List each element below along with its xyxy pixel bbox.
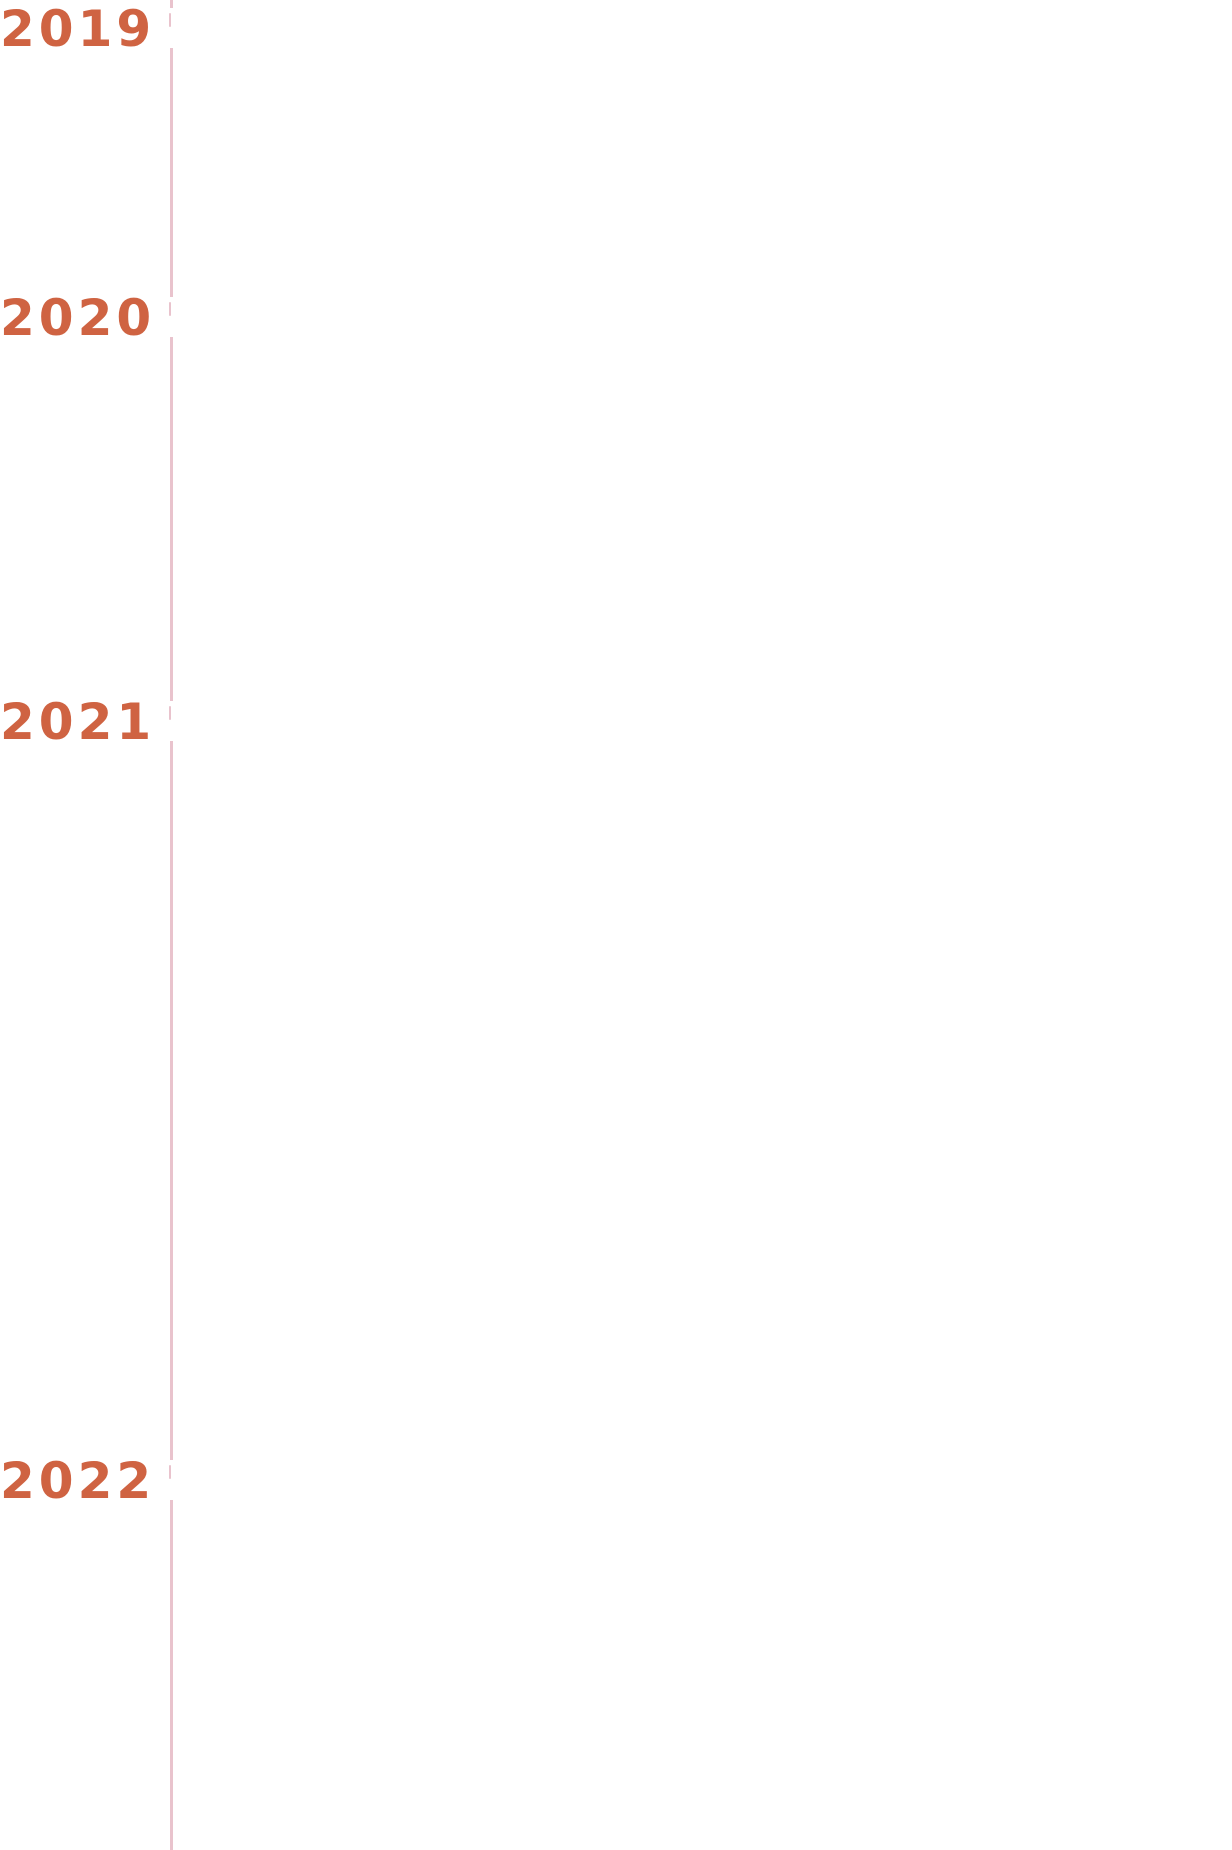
timeline-axis-line [170, 0, 173, 1850]
year-notch [168, 297, 175, 337]
year-notch [168, 1460, 175, 1500]
year-marker-2019 [0, 0, 180, 64]
year-label: 2022 [0, 1452, 156, 1510]
year-label: 2020 [0, 289, 156, 347]
year-marker-2022 [0, 1446, 180, 1516]
year-marker-2021 [0, 687, 180, 757]
year-label: 2019 [0, 0, 156, 58]
year-marker-2020 [0, 283, 180, 353]
year-label: 2021 [0, 693, 156, 751]
year-notch [168, 701, 175, 741]
year-notch [168, 8, 175, 48]
